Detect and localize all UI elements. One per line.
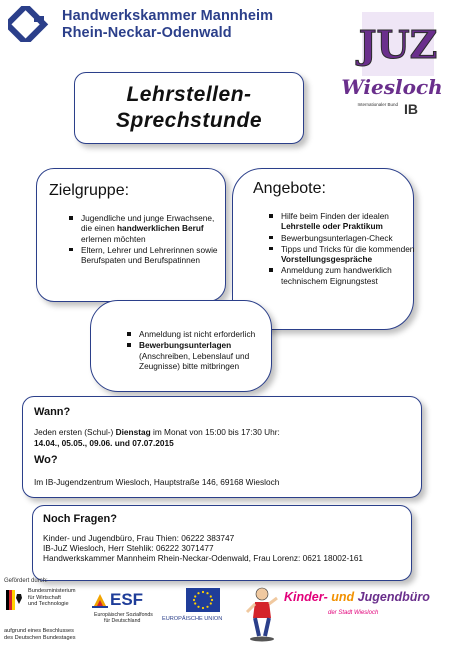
title-line1: Lehrstellen- [126, 83, 252, 106]
juz-logo-text: JUZ [358, 22, 438, 67]
esf-mark-icon [92, 592, 108, 608]
list-item: Hilfe beim Finden der idealen Lehrstelle oder Praktikum [281, 211, 417, 232]
angebote-heading: Angebote: [253, 180, 326, 197]
noch-fragen-heading: Noch Fragen? [43, 513, 117, 525]
zielgruppe-box [36, 168, 226, 302]
hwk-logo [8, 6, 52, 42]
kinder-jugendbuero-logo [284, 590, 448, 640]
list-item: Tipps und Tricks für die kommenden Vorstellungsgespräche [281, 244, 417, 265]
wo-text: Im IB-Jugendzentrum Wiesloch, Hauptstraße 146, 69168 Wiesloch [34, 477, 280, 487]
page-title [75, 82, 303, 134]
eu-label: EUROPÄISCHE UNION [162, 616, 223, 622]
org-name-line2: Rhein-Neckar-Odenwald [62, 25, 232, 41]
eu-flag-icon [186, 588, 220, 612]
kid-figure-icon [245, 586, 279, 642]
contact-line: IB-JuZ Wiesloch, Herr Stehlik: 06222 3071477 [43, 543, 214, 553]
wann-box [22, 396, 422, 498]
zielgruppe-list [63, 213, 227, 266]
list-item: Jugendliche und junge Erwachsene, die einen handwerklichen Beruf erlernen möchten [81, 213, 227, 244]
wann-text: Jeden ersten (Schul-) Dienstag im Monat von 15:00 bis 17:30 Uhr: 14.04., 05.05., 09.06. und 07.07.2015 [34, 427, 280, 448]
list-item: Eltern, Lehrer und Lehrerinnen sowie Berufspaten und Berufspatinnen [81, 245, 227, 266]
eu-logo [160, 588, 242, 628]
gefoerdert-label: Gefördert durch: [4, 578, 48, 584]
noch-fragen-box [32, 505, 412, 581]
kj-logo-text: Kinder- und Jugendbüro [284, 590, 430, 604]
anmeldung-list [121, 329, 279, 372]
juz-logo-ib: IB [404, 101, 418, 116]
wann-dates: 14.04., 05.05., 09.06. und 07.07.2015 [34, 437, 174, 448]
title-box [74, 72, 304, 144]
contact-line: Handwerkskammer Mannheim Rhein-Neckar-Odenwald, Frau Lorenz: 0621 18002-161 [43, 553, 364, 563]
list-item: Bewerbungsunterlagen (Anschreiben, Lebenslauf und Zeugnisse) bitte mitbringen [139, 340, 279, 371]
juz-logo [340, 6, 446, 116]
title-line2: Sprechstunde [115, 109, 263, 132]
list-item: Anmeldung ist nicht erforderlich [139, 329, 279, 339]
bmwi-logo: Bundesministerium für Wirtschaft und Technologie aufgrund eines Beschlusses des Deutschen Bundestages [4, 588, 76, 641]
org-name [62, 8, 273, 42]
juz-logo-small: Internationaler Bund [357, 102, 398, 107]
kj-logo-sub: der Stadt Wiesloch [328, 610, 379, 616]
wann-heading: Wann? [34, 406, 71, 418]
angebote-list [263, 211, 417, 287]
list-item: Bewerbungsunterlagen-Check [281, 233, 417, 243]
esf-logo: ESF Europäischer Sozialfonds für Deutschland [94, 590, 153, 624]
esf-label: ESF [110, 590, 144, 609]
juz-logo-city: Wiesloch [341, 75, 443, 99]
org-name-line1: Handwerkskammer Mannheim [62, 8, 274, 24]
anmeldung-box [90, 300, 272, 392]
eagle-icon [6, 590, 22, 610]
list-item: Anmeldung zum handwerklich technischem Eignungstest [281, 265, 417, 286]
wo-heading: Wo? [34, 454, 58, 466]
zielgruppe-heading: Zielgruppe: [49, 182, 130, 199]
contacts [43, 533, 409, 563]
contact-line: Kinder- und Jugendbüro, Frau Thien: 06222 383747 [43, 533, 235, 543]
